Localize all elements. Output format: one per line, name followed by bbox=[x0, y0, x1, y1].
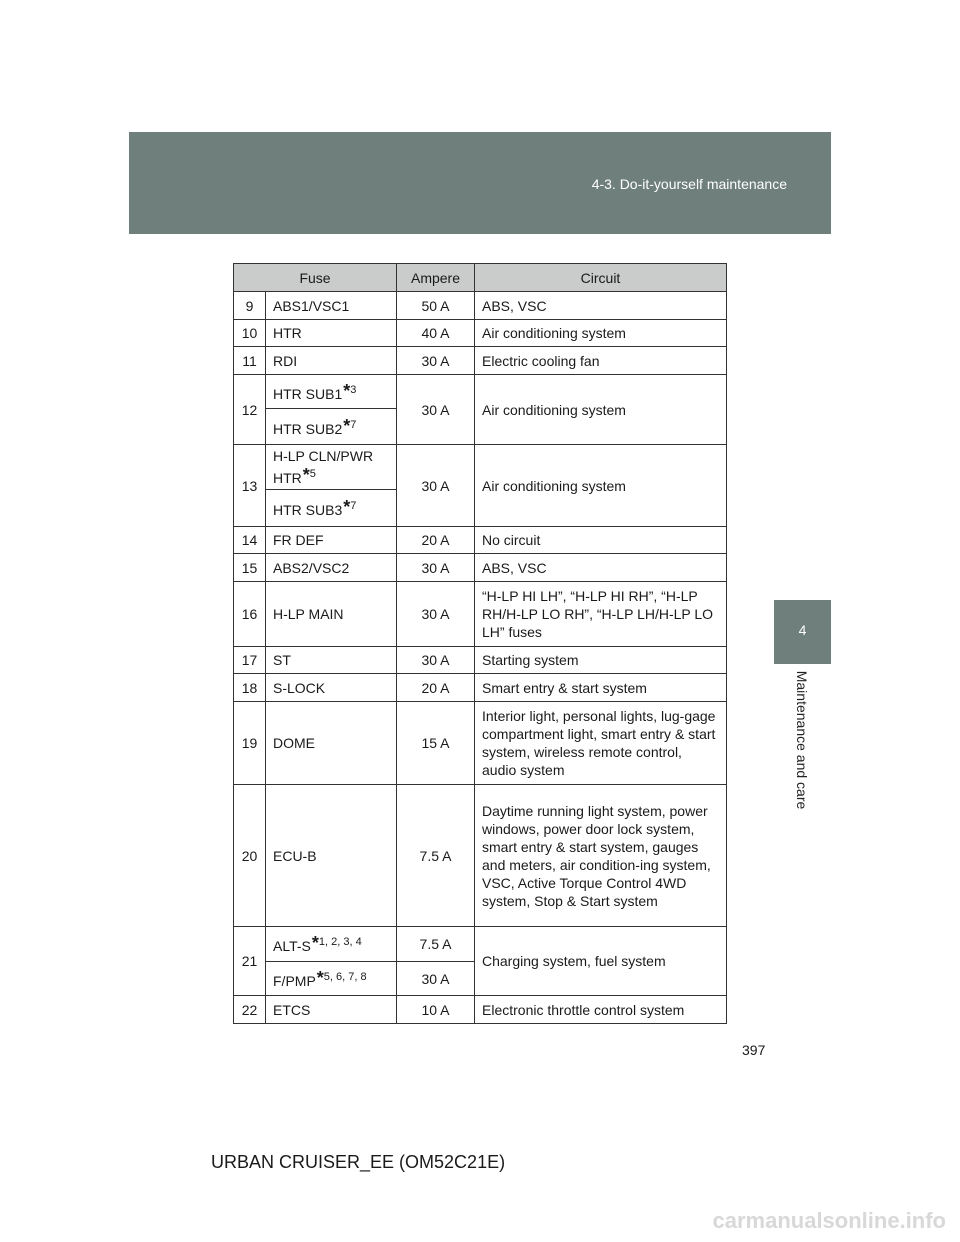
footnote-mark: * bbox=[343, 497, 351, 517]
footnote-ref: 5 bbox=[309, 468, 316, 480]
fuse-ampere: 7.5 A bbox=[397, 785, 475, 927]
table-row bbox=[234, 320, 727, 347]
fuse-name: HTR bbox=[266, 320, 397, 347]
table-row bbox=[234, 292, 727, 320]
fuse-name-text: ALT-S bbox=[273, 938, 311, 954]
fuse-ampere: 7.5 A bbox=[397, 927, 475, 962]
table-row bbox=[234, 702, 727, 785]
fuse-circuit: Air conditioning system bbox=[475, 320, 727, 347]
table-row bbox=[234, 647, 727, 674]
footnote-ref: 3 bbox=[350, 383, 357, 396]
fuse-number: 19 bbox=[234, 702, 266, 785]
fuse-circuit: Air conditioning system bbox=[475, 375, 727, 445]
column-header-fuse: Fuse bbox=[234, 264, 397, 292]
fuse-ampere: 30 A bbox=[397, 554, 475, 582]
fuse-name-text: HTR SUB3 bbox=[273, 502, 343, 518]
table-row bbox=[234, 582, 727, 647]
section-title: 4-3. Do-it-yourself maintenance bbox=[591, 176, 787, 192]
fuse-number: 10 bbox=[234, 320, 266, 347]
fuse-name: DOME bbox=[266, 702, 397, 785]
fuse-circuit: “H-LP HI LH”, “H-LP HI RH”, “H-LP RH/H-LP LO RH”, “H-LP LH/H-LP LO LH” fuses bbox=[475, 582, 727, 647]
fuse-number: 17 bbox=[234, 647, 266, 674]
column-header-circuit: Circuit bbox=[475, 264, 727, 292]
fuse-ampere: 30 A bbox=[397, 347, 475, 375]
footnote-ref: 1, 2, 3, 4 bbox=[318, 936, 362, 948]
fuse-number: 11 bbox=[234, 347, 266, 375]
fuse-name bbox=[266, 962, 397, 996]
table-header-row bbox=[234, 264, 727, 292]
fuse-name bbox=[266, 927, 397, 962]
footnote-mark: * bbox=[302, 465, 310, 485]
fuse-ampere: 30 A bbox=[397, 962, 475, 996]
fuse-ampere: 30 A bbox=[397, 582, 475, 647]
fuse-circuit: Electronic throttle control system bbox=[475, 996, 727, 1024]
fuse-circuit: ABS, VSC bbox=[475, 292, 727, 320]
fuse-ampere: 10 A bbox=[397, 996, 475, 1024]
fuse-number: 20 bbox=[234, 785, 266, 927]
fuse-number: 14 bbox=[234, 527, 266, 554]
table-row bbox=[234, 445, 727, 490]
chapter-label: Maintenance and care bbox=[794, 670, 810, 810]
fuse-name: ETCS bbox=[266, 996, 397, 1024]
fuse-ampere: 40 A bbox=[397, 320, 475, 347]
fuse-name: ABS1/VSC1 bbox=[266, 292, 397, 320]
fuse-name-text: H-LP CLN/PWR HTR bbox=[273, 448, 374, 486]
fuse-circuit: No circuit bbox=[475, 527, 727, 554]
fuse-name bbox=[266, 490, 397, 527]
fuse-circuit: Starting system bbox=[475, 647, 727, 674]
fuse-name-text: F/PMP bbox=[273, 972, 316, 989]
fuse-name bbox=[266, 409, 397, 445]
footnote-mark: * bbox=[311, 933, 319, 953]
fuse-number: 12 bbox=[234, 375, 266, 445]
fuse-number: 22 bbox=[234, 996, 266, 1024]
footnote-ref: 5, 6, 7, 8 bbox=[323, 970, 367, 983]
table-row bbox=[234, 674, 727, 702]
footnote-ref: 7 bbox=[350, 500, 357, 512]
fuse-ampere: 30 A bbox=[397, 375, 475, 445]
column-header-ampere: Ampere bbox=[397, 264, 475, 292]
fuse-name bbox=[266, 445, 397, 490]
page-number: 397 bbox=[742, 1042, 766, 1058]
fuse-name: ABS2/VSC2 bbox=[266, 554, 397, 582]
fuse-circuit: Interior light, personal lights, lug-gage compartment light, smart entry & start system, wireless remote control, audio system bbox=[475, 702, 727, 785]
fuse-ampere: 20 A bbox=[397, 674, 475, 702]
footnote-mark: * bbox=[343, 380, 351, 401]
fuse-circuit: Smart entry & start system bbox=[475, 674, 727, 702]
chapter-tab bbox=[774, 600, 831, 664]
fuse-ampere: 50 A bbox=[397, 292, 475, 320]
fuse-circuit: Charging system, fuel system bbox=[475, 927, 727, 996]
fuse-name: H-LP MAIN bbox=[266, 582, 397, 647]
table-row bbox=[234, 347, 727, 375]
table-row bbox=[234, 996, 727, 1024]
header-band bbox=[129, 132, 831, 234]
fuse-circuit: Air conditioning system bbox=[475, 445, 727, 527]
fuse-ampere: 30 A bbox=[397, 647, 475, 674]
table-row bbox=[234, 927, 727, 962]
fuse-name: ECU-B bbox=[266, 785, 397, 927]
table-row bbox=[234, 375, 727, 409]
fuse-table bbox=[233, 263, 727, 1024]
table-row bbox=[234, 554, 727, 582]
fuse-name-text: HTR SUB1 bbox=[273, 385, 343, 402]
fuse-name: RDI bbox=[266, 347, 397, 375]
table-row bbox=[234, 785, 727, 927]
footnote-mark: * bbox=[343, 415, 351, 436]
fuse-number: 16 bbox=[234, 582, 266, 647]
fuse-circuit: ABS, VSC bbox=[475, 554, 727, 582]
footnote-mark: * bbox=[316, 967, 324, 988]
fuse-ampere: 15 A bbox=[397, 702, 475, 785]
table-row bbox=[234, 527, 727, 554]
fuse-ampere: 30 A bbox=[397, 445, 475, 527]
watermark: carmanualsonline.info bbox=[712, 1208, 946, 1233]
fuse-ampere: 20 A bbox=[397, 527, 475, 554]
fuse-circuit: Electric cooling fan bbox=[475, 347, 727, 375]
fuse-number: 21 bbox=[234, 927, 266, 996]
fuse-number: 15 bbox=[234, 554, 266, 582]
fuse-name: S-LOCK bbox=[266, 674, 397, 702]
fuse-number: 18 bbox=[234, 674, 266, 702]
document-code: URBAN CRUISER_EE (OM52C21E) bbox=[211, 1152, 506, 1172]
footnote-ref: 7 bbox=[350, 418, 357, 431]
chapter-number: 4 bbox=[798, 622, 807, 638]
fuse-name-text: HTR SUB2 bbox=[273, 420, 343, 437]
fuse-number: 9 bbox=[234, 292, 266, 320]
fuse-name: FR DEF bbox=[266, 527, 397, 554]
fuse-number: 13 bbox=[234, 445, 266, 527]
fuse-name: ST bbox=[266, 647, 397, 674]
fuse-name bbox=[266, 375, 397, 409]
fuse-circuit: Daytime running light system, power windows, power door lock system, smart entry & start system, gauges and meters, air condition-ing system, VSC, Active Torque Control 4WD system, Stop & Start system bbox=[475, 785, 727, 927]
